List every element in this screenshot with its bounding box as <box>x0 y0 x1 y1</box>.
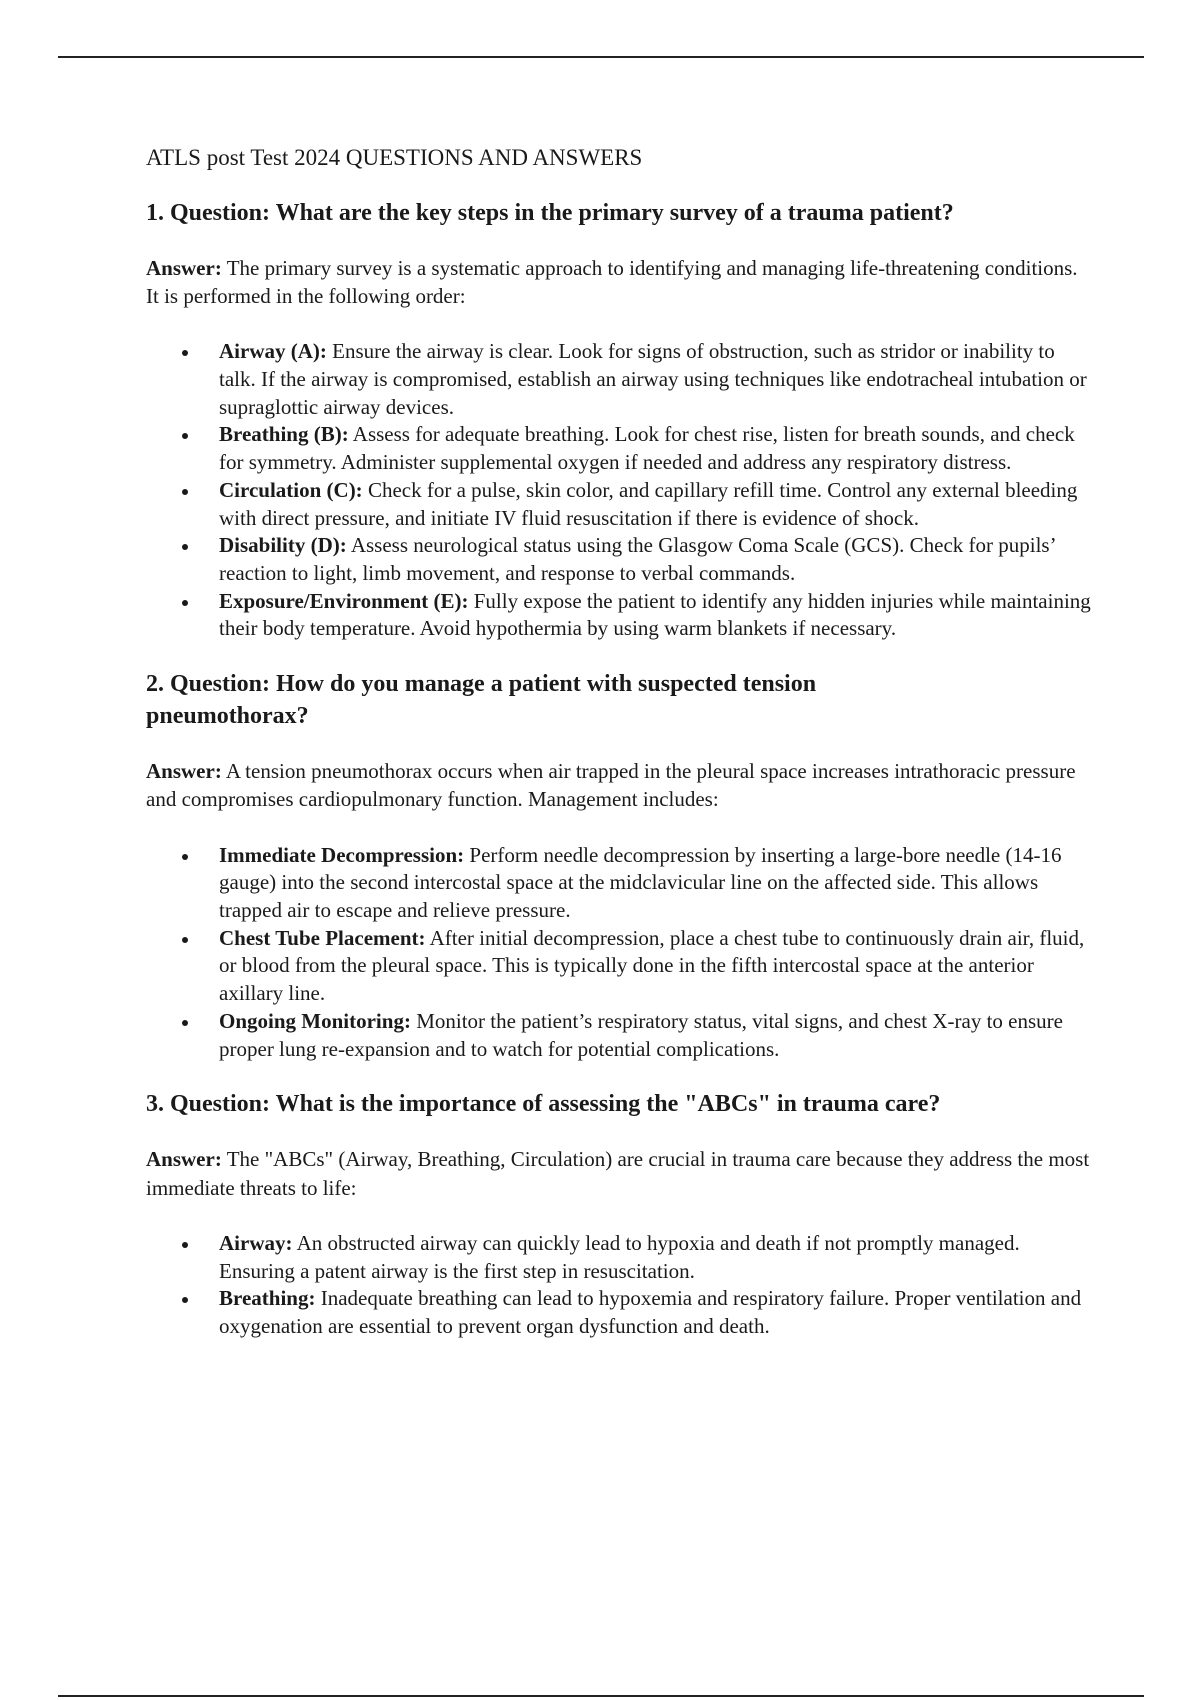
answer-text: A tension pneumothorax occurs when air trapped in the pleural space increases intrathoracic pressure and compromises cardiopulmonary function. Management includes: <box>146 758 1076 812</box>
list-item <box>146 588 1092 643</box>
list-item <box>146 532 1092 587</box>
document-title: ATLS post Test 2024 QUESTIONS AND ANSWERS <box>146 145 643 170</box>
list-item-text: Monitor the patient’s respiratory status, vital signs, and chest X-ray to ensure proper lung re-expansion and to watch for potential complications. <box>219 1008 1063 1061</box>
answer-paragraph <box>146 254 1092 311</box>
question-heading: 2. Question: How do you manage a patient with suspected tension pneumothorax? <box>146 671 817 729</box>
bullet-list <box>146 338 1092 643</box>
list-item-text: After initial decompression, place a chest tube to continuously drain air, fluid, or blood from the pleural space. This is typically done in the fifth intercostal space at the anterior axillary line. <box>219 925 1085 1006</box>
list-item <box>146 421 1092 476</box>
qa-section-1 <box>146 198 1092 644</box>
qa-section-3 <box>146 1089 1092 1340</box>
bullet-icon <box>182 489 188 495</box>
list-item-term: Circulation (C): <box>219 477 363 502</box>
list-item-term: Breathing (B): <box>219 422 349 447</box>
list-item-term: Airway (A): <box>219 339 327 364</box>
answer-label: Answer: <box>146 758 222 783</box>
header-rule <box>58 56 1144 58</box>
bullet-icon <box>182 937 188 943</box>
document-body <box>146 144 1092 1367</box>
bullet-icon <box>182 433 188 439</box>
list-item-term: Disability (D): <box>219 533 347 558</box>
list-item <box>146 477 1092 532</box>
list-item <box>146 842 1092 925</box>
answer-text: The primary survey is a systematic approach to identifying and managing life-threatening conditions. It is performed in the following order: <box>146 255 1078 308</box>
list-item-term: Airway: <box>219 1230 293 1255</box>
bullet-icon <box>182 544 188 550</box>
question-heading: 3. Question: What is the importance of assessing the "ABCs" in trauma care? <box>146 1091 941 1118</box>
list-item-term: Chest Tube Placement: <box>219 925 426 950</box>
answer-label: Answer: <box>146 1147 222 1172</box>
question-heading: 1. Question: What are the key steps in the primary survey of a trauma patient? <box>146 199 954 226</box>
bullet-list <box>146 842 1092 1064</box>
list-item-text: Inadequate breathing can lead to hypoxemia and respiratory failure. Proper ventilation and oxygenation are essential to prevent organ dysfunction and death. <box>219 1286 1082 1339</box>
list-item-text: Check for a pulse, skin color, and capillary refill time. Control any external bleeding with direct pressure, and initiate IV fluid resuscitation if there is evidence of shock. <box>219 477 1078 530</box>
bullet-icon <box>182 1297 188 1303</box>
list-item-term: Ongoing Monitoring: <box>219 1008 411 1033</box>
list-item <box>146 338 1092 421</box>
list-item-text: Perform needle decompression by inserting a large-bore needle (14-16 gauge) into the second intercostal space at the midclavicular line on the affected side. This allows trapped air to escape and relieve pressure. <box>219 842 1062 923</box>
list-item <box>146 1008 1092 1063</box>
bullet-icon <box>182 350 188 356</box>
answer-paragraph <box>146 757 1092 814</box>
bullet-icon <box>182 600 188 606</box>
list-item-text: Assess for adequate breathing. Look for chest rise, listen for breath sounds, and check for symmetry. Administer supplemental oxygen if needed and address any respiratory distress. <box>219 422 1075 475</box>
list-item <box>146 1285 1092 1340</box>
bullet-icon <box>182 1020 188 1026</box>
list-item-text: Ensure the airway is clear. Look for signs of obstruction, such as stridor or inability to talk. If the airway is compromised, establish an airway using techniques like endotracheal intubation or supraglottic airway devices. <box>219 339 1087 419</box>
answer-label: Answer: <box>146 255 222 280</box>
answer-text: The "ABCs" (Airway, Breathing, Circulation) are crucial in trauma care because they address the most immediate threats to life: <box>146 1147 1090 1200</box>
list-item-term: Immediate Decompression: <box>219 842 465 867</box>
list-item-text: An obstructed airway can quickly lead to hypoxia and death if not promptly managed. Ensuring a patent airway is the first step in resuscitation. <box>219 1230 1020 1283</box>
answer-paragraph <box>146 1145 1092 1202</box>
qa-section-2 <box>146 669 1092 1063</box>
list-item <box>146 1230 1092 1285</box>
list-item-term: Exposure/Environment (E): <box>219 588 469 613</box>
list-item-text: Assess neurological status using the Glasgow Coma Scale (GCS). Check for pupils’ reaction to light, limb movement, and response to verbal commands. <box>219 533 1056 585</box>
bullet-icon <box>182 1242 188 1248</box>
list-item-term: Breathing: <box>219 1286 316 1311</box>
list-item <box>146 925 1092 1008</box>
footer-rule <box>58 1695 1144 1697</box>
list-item-text: Fully expose the patient to identify any hidden injuries while maintaining their body temperature. Avoid hypothermia by using warm blankets if necessary. <box>219 588 1091 641</box>
bullet-list <box>146 1230 1092 1341</box>
bullet-icon <box>182 854 188 860</box>
